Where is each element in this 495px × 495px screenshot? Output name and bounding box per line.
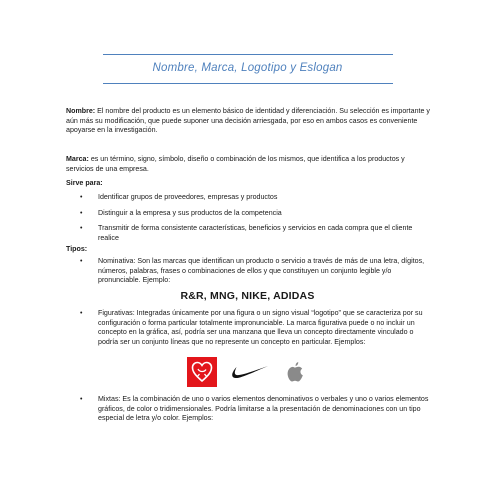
list-item [80,309,430,347]
apple-logo-icon [285,361,305,383]
page-title: Nombre, Marca, Logotipo y Eslogan [152,62,343,74]
bullet: • [80,225,83,233]
nombre-paragraph [66,107,432,136]
nike-swoosh-icon [229,363,269,381]
list-item [80,209,430,219]
tipos-heading: Tipos: [66,245,88,253]
list-item [80,193,430,203]
bullet: • [80,209,83,217]
heart-brand-logo-icon [187,357,217,387]
mixtas-text: Mixtas: Es la combinación de uno o varios elementos denominativos o verbales y uno o varios elementos gráficos, de color o tridimensionales. Podría limitarse a la presentación de denominaciones con un tipo especial de letra y/o color. Ejemplos: [98,395,429,423]
marca-label: Marca: [66,155,89,163]
marca-text: es un término, signo, símbolo, diseño o combinación de los mismos, que identifica a los productos y servicios de una empresa. [66,155,405,173]
marca-paragraph [66,155,432,174]
bullet: • [80,310,83,317]
sirve-para-heading: Sirve para: [66,179,103,187]
nominativa-text: Nominativa: Son las marcas que identifican un producto o servicio a través de más de una letra, dígitos, números, palabras, frases o combinaciones de ellos y que constituyen un conjunto legible y/o pronunciable. Ejemplo: [98,257,425,285]
bullet: • [80,258,83,265]
tipos-mixtas [80,395,430,428]
nombre-text: El nombre del producto es un elemento básico de identidad y diferenciación. Su selección es importante y aún más su modificación, que puede suponer una decisión arriesgada, por eso en ambos casos es conveniente apoyarse en la investigación. [66,107,430,135]
title-bottom-rule [103,83,393,84]
bullet: • [80,396,83,403]
tipos-nominativa [80,257,430,290]
tipos-figurativas [80,309,430,351]
list-item [80,257,430,286]
title-top-rule [103,54,393,55]
list-item-text: Transmitir de forma consistente características, beneficios y servicios en cada compra que el cliente realice [98,224,413,242]
nombre-label: Nombre: [66,107,96,115]
figurativas-text: Figurativas: Integradas únicamente por una figura o un signo visual “logotipo” que se caracteriza por su configuración o forma particular totalmente impronunciable. La marca figurativa puede o no incluir un concepto en la gráfica, así, podría ser una manzana que lleva un concepto directamente vinculado o podría ser un conjunto líneas que no represente un concepto en particular. Ejemplos: [98,309,423,346]
list-item [80,224,430,243]
bullet: • [80,194,83,201]
sirve-para-list [80,193,430,247]
brands-example: R&R, MNG, NIKE, ADIDAS [180,290,315,302]
list-item-text: Distinguir a la empresa y sus productos de la competencia [98,208,282,217]
logo-examples [187,357,317,387]
list-item [80,395,430,424]
list-item-text: Identificar grupos de proveedores, empresas y productos [98,193,278,201]
